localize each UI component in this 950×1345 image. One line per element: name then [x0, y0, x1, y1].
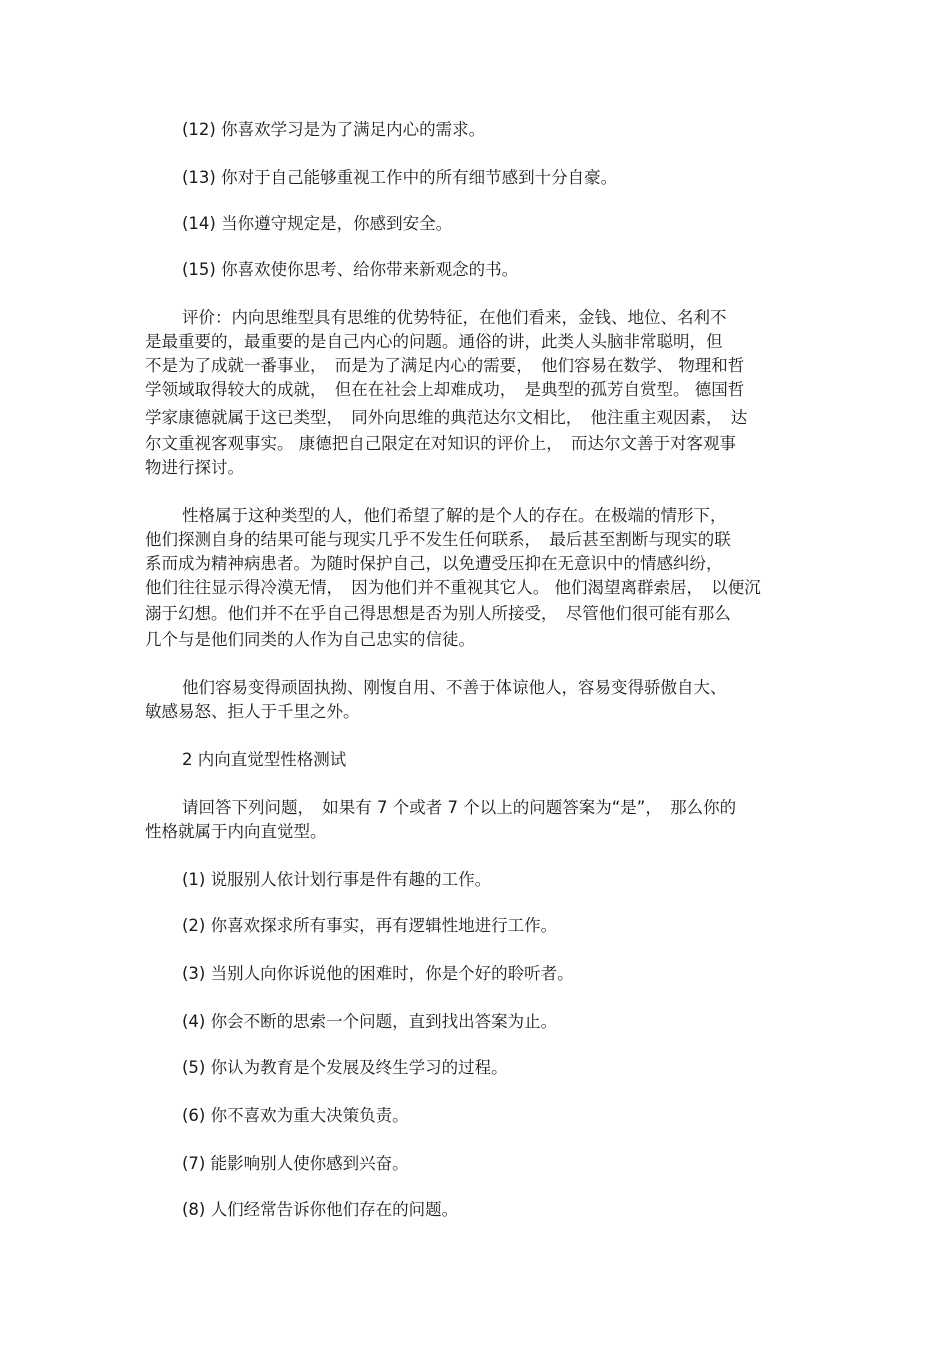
question-item-7: (7) 能影响别人使你感到兴奋。	[182, 1154, 409, 1173]
evaluation-line-7: 物进行探讨。	[145, 458, 244, 477]
traits-line-1: 他们容易变得顽固执拗、刚愎自用、不善于体谅他人，容易变得骄傲自大、	[182, 678, 727, 697]
type-line-3: 系而成为精神病患者。为随时保护自己，以免遭受压抑在无意识中的情感纠纷，	[145, 554, 723, 573]
type-line-5: 溺于幻想。他们并不在乎自己得思想是否为别人所接受， 尽管他们很可能有那么	[145, 604, 731, 623]
question-item-13: (13) 你对于自己能够重视工作中的所有细节感到十分自豪。	[182, 168, 618, 187]
question-item-3: (3) 当别人向你诉说他的困难时，你是个好的聆听者。	[182, 964, 574, 983]
type-line-4: 他们往往显示得冷漠无情， 因为他们并不重视其它人。 他们渴望离群索居， 以便沉	[145, 578, 761, 597]
evaluation-line-2: 是最重要的，最重要的是自己内心的问题。通俗的讲，此类人头脑非常聪明，但	[145, 332, 723, 351]
evaluation-line-6: 尔文重视客观事实。 康德把自己限定在对知识的评价上， 而达尔文善于对客观事	[145, 434, 736, 453]
question-item-12: (12) 你喜欢学习是为了满足内心的需求。	[182, 120, 486, 139]
evaluation-line-3: 不是为了成就一番事业， 而是为了满足内心的需要， 他们容易在数学、 物理和哲	[145, 356, 745, 375]
instruction-line-2: 性格就属于内向直觉型。	[145, 822, 327, 841]
type-line-1: 性格属于这种类型的人，他们希望了解的是个人的存在。在极端的情形下，	[182, 506, 727, 525]
question-item-6: (6) 你不喜欢为重大决策负责。	[182, 1106, 409, 1125]
question-item-8: (8) 人们经常告诉你他们存在的问题。	[182, 1200, 459, 1219]
question-item-2: (2) 你喜欢探求所有事实，再有逻辑性地进行工作。	[182, 916, 558, 935]
evaluation-line-4: 学领域取得较大的成就， 但在在社会上却难成功， 是典型的孤芳自赏型。 德国哲	[145, 380, 745, 399]
question-item-1: (1) 说服别人依计划行事是件有趣的工作。	[182, 870, 492, 889]
question-item-14: (14) 当你遵守规定是，你感到安全。	[182, 214, 453, 233]
traits-line-2: 敏感易怒、拒人于千里之外。	[145, 702, 360, 721]
question-item-5: (5) 你认为教育是个发展及终生学习的过程。	[182, 1058, 508, 1077]
type-line-6: 几个与是他们同类的人作为自己忠实的信徒。	[145, 630, 475, 649]
section-heading: 2 内向直觉型性格测试	[182, 750, 347, 769]
evaluation-line-5: 学家康德就属于这已类型， 同外向思维的典范达尔文相比， 他注重主观因素， 达	[145, 408, 748, 427]
question-item-4: (4) 你会不断的思索一个问题，直到找出答案为止。	[182, 1012, 558, 1031]
instruction-line-1: 请回答下列问题， 如果有 7 个或者 7 个以上的问题答案为“是”， 那么你的	[182, 798, 737, 817]
evaluation-line-1: 评价：内向思维型具有思维的优势特征，在他们看来，金钱、地位、名利不	[182, 308, 727, 327]
question-item-15: (15) 你喜欢使你思考、给你带来新观念的书。	[182, 260, 519, 279]
type-line-2: 他们探测自身的结果可能与现实几乎不发生任何联系， 最后甚至割断与现实的联	[145, 530, 731, 549]
